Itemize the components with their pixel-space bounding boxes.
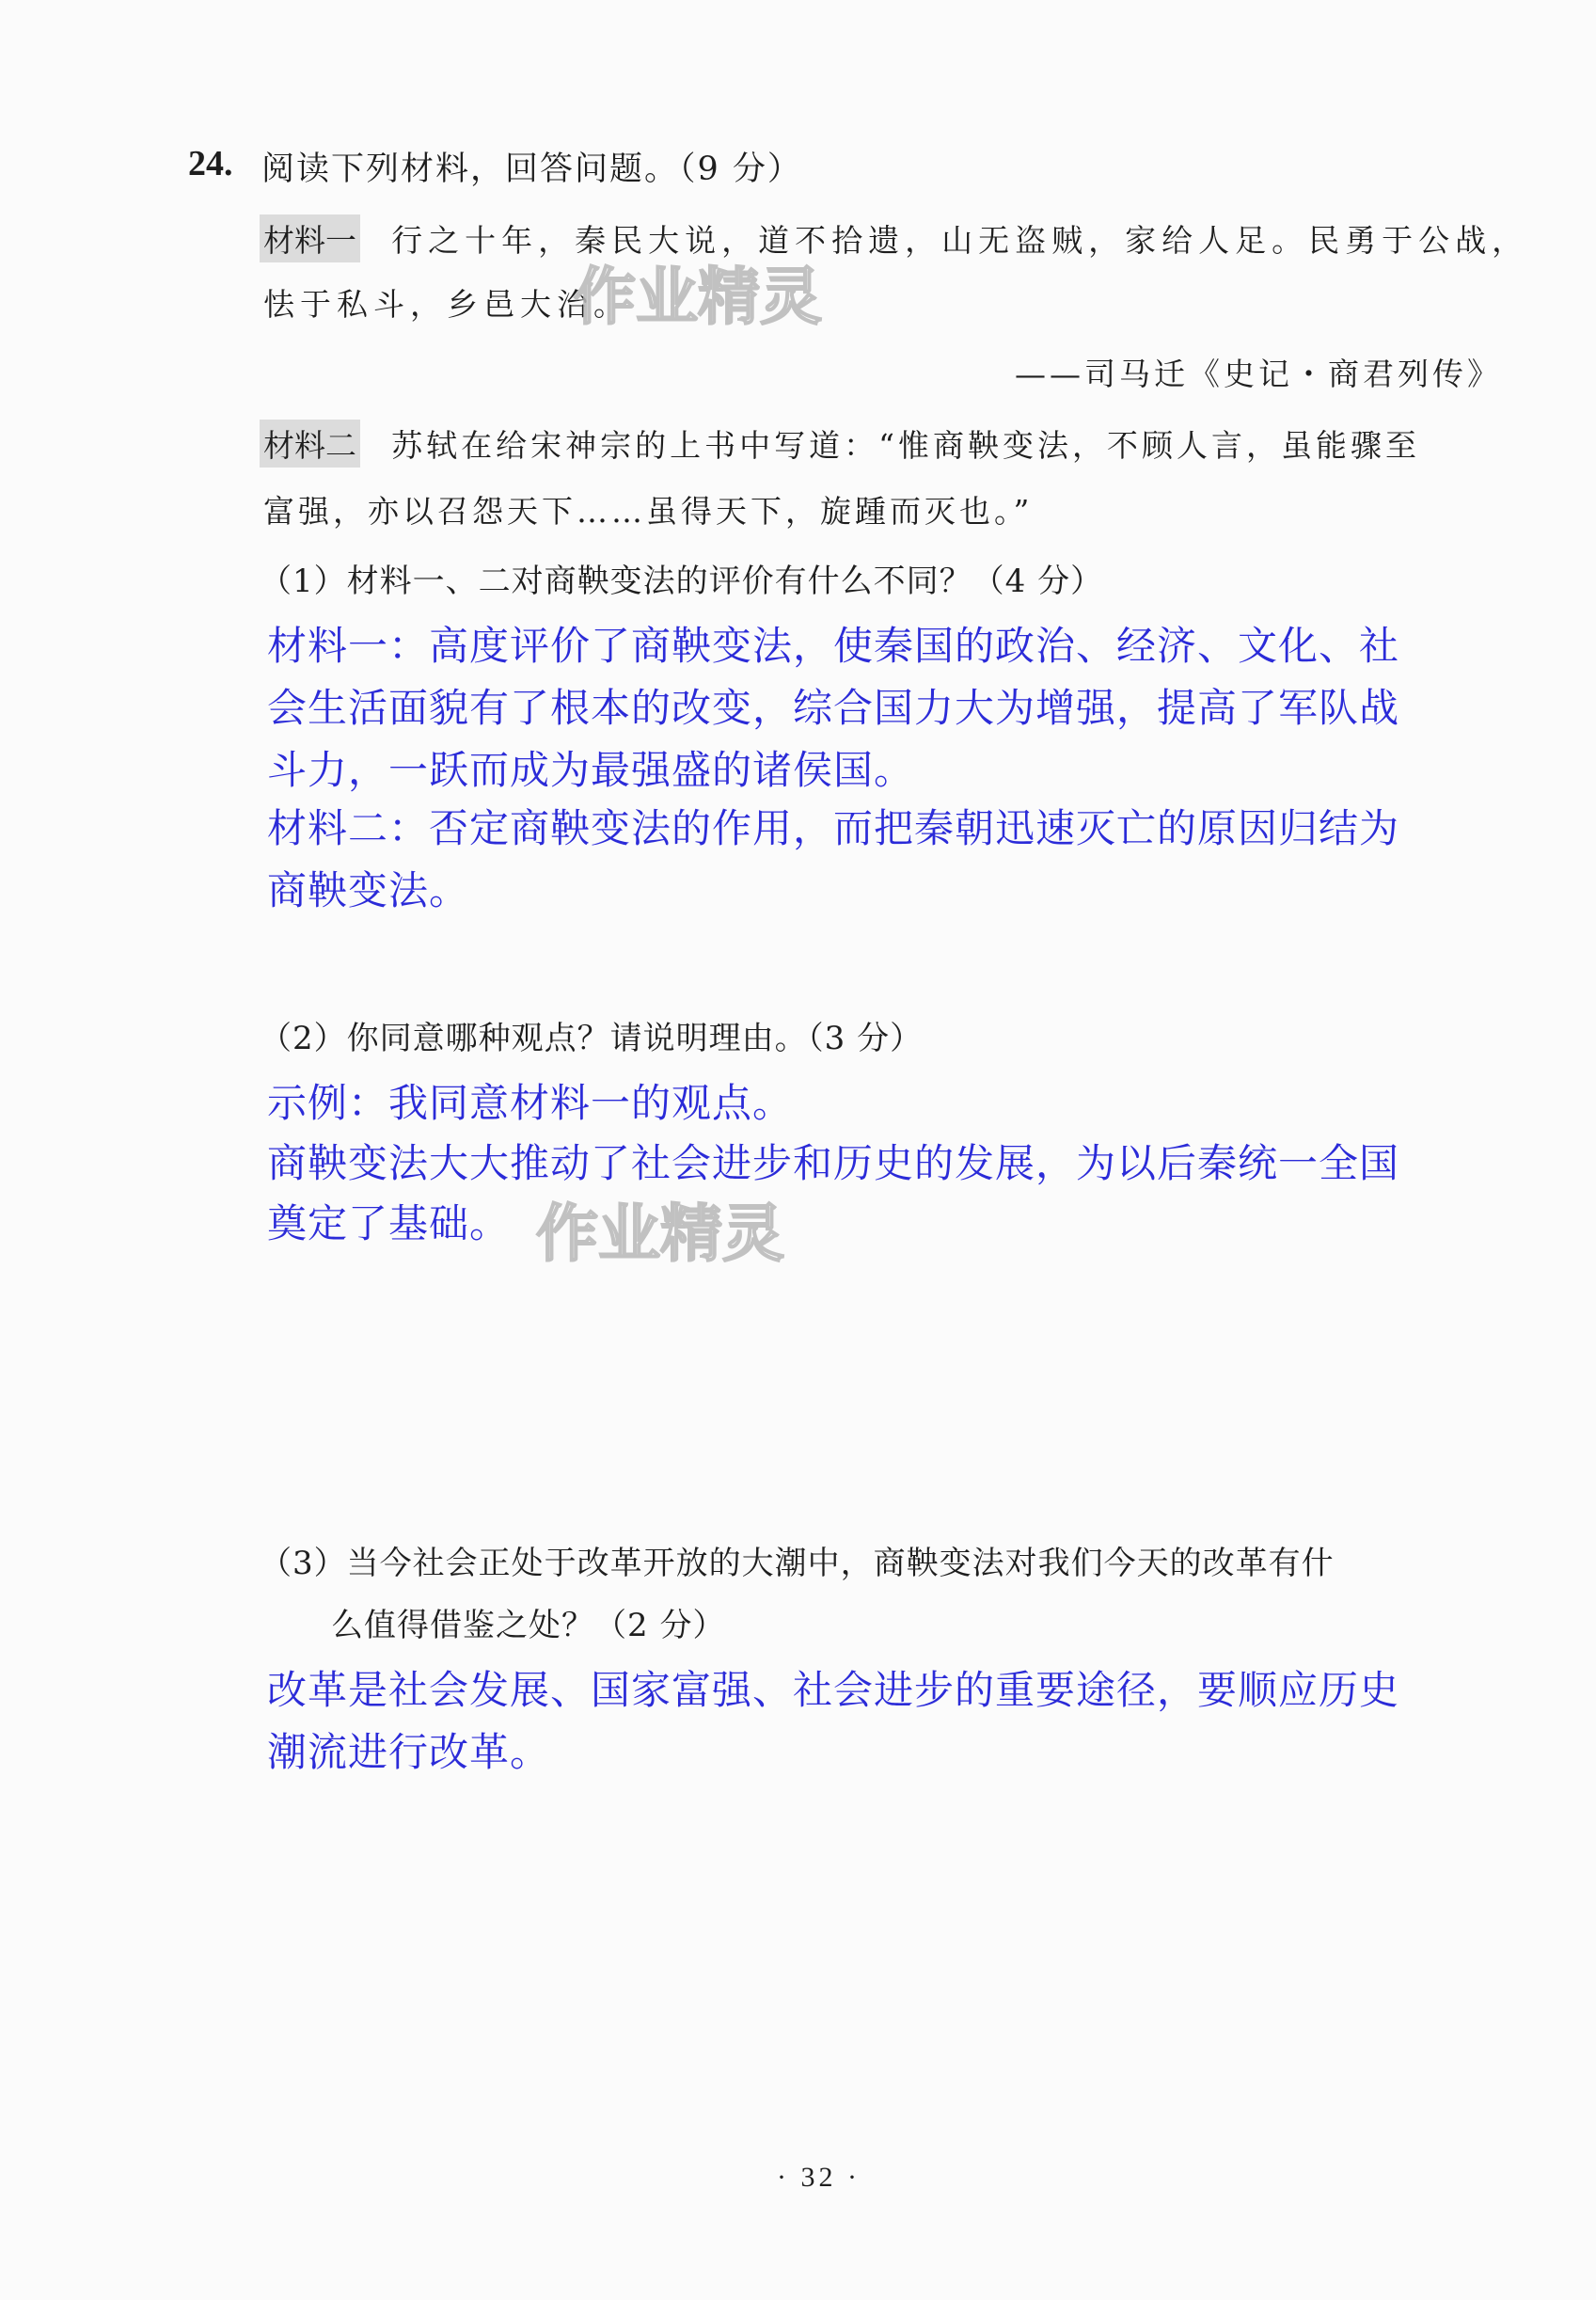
watermark-middle: 作业精灵 bbox=[536, 1198, 784, 1270]
sub1-answer-line: 材料一：高度评价了商鞅变法，使秦国的政治、经济、文化、社 bbox=[267, 623, 1400, 669]
sub1-question: （1）材料一、二对商鞅变法的评价有什么不同？（4 分） bbox=[260, 563, 1104, 600]
sub2-answer-line: 示例：我同意材料一的观点。 bbox=[267, 1080, 794, 1126]
material2 bbox=[260, 420, 1420, 468]
sub3-answer-line: 改革是社会发展、国家富强、社会进步的重要途径，要顺应历史 bbox=[267, 1667, 1400, 1713]
sub1-answer-line: 斗力，一跃而成为最强盛的诸侯国。 bbox=[267, 747, 915, 793]
question-prompt: 阅读下列材料，回答问题。（9 分） bbox=[261, 151, 802, 188]
material1-line1: 行之十年，秦民大说，道不拾遗，山无盗贼，家给人足。民勇于公战， bbox=[391, 222, 1529, 259]
sub1-answer-line: 商鞅变法。 bbox=[267, 867, 470, 913]
sub2-answer-line: 奠定了基础。 bbox=[267, 1200, 511, 1246]
question-number: 24. bbox=[188, 144, 233, 183]
sub3-question-line1: （3）当今社会正处于改革开放的大潮中，商鞅变法对我们今天的改革有什 bbox=[260, 1545, 1335, 1582]
material1-source: ——司马迁《史记・商君列传》 bbox=[1015, 356, 1502, 392]
material1 bbox=[260, 214, 1528, 262]
material2-line2: 富强，亦以召怨天下……虽得天下，旋踵而灭也。” bbox=[263, 493, 1034, 530]
sub1-answer-line: 会生活面貌有了根本的改变，综合国力大为增强，提高了军队战 bbox=[267, 685, 1400, 731]
material1-line2: 怯于私斗，乡邑大治。 bbox=[263, 286, 630, 323]
page-number: · 32 · bbox=[777, 2162, 861, 2193]
sub3-question-line2: 么值得借鉴之处？（2 分） bbox=[331, 1607, 726, 1644]
sub2-answer-line: 商鞅变法大大推动了社会进步和历史的发展，为以后秦统一全国 bbox=[267, 1140, 1400, 1186]
sub2-question: （2）你同意哪种观点？请说明理由。（3 分） bbox=[260, 1020, 924, 1057]
material1-label: 材料一 bbox=[260, 214, 360, 262]
material2-line1: 苏轼在给宋神宗的上书中写道：“惟商鞅变法，不顾人言，虽能骤至 bbox=[391, 427, 1420, 464]
watermark-top: 作业精灵 bbox=[574, 261, 822, 333]
sub3-answer-line: 潮流进行改革。 bbox=[267, 1729, 551, 1775]
material2-label: 材料二 bbox=[260, 420, 360, 468]
sub1-answer-line: 材料二：否定商鞅变法的作用，而把秦朝迅速灭亡的原因归结为 bbox=[267, 805, 1400, 851]
